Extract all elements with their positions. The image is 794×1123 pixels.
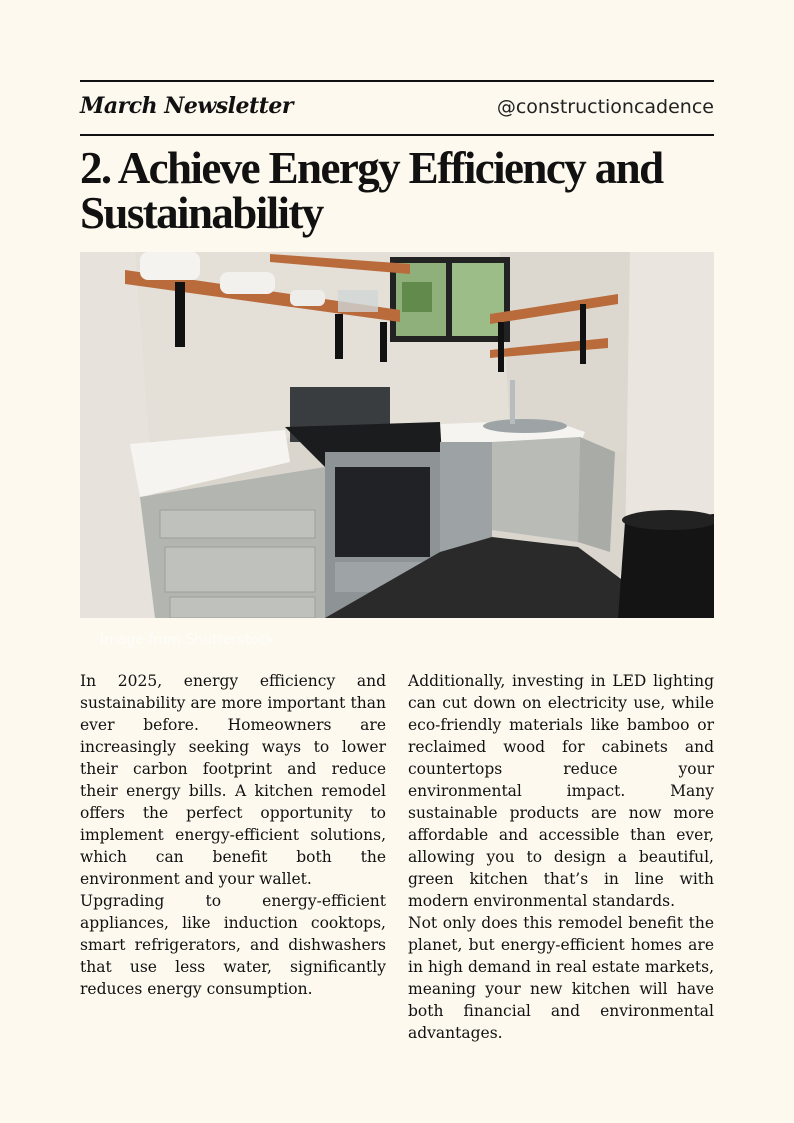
photo-credit: Image from Shutterstock <box>100 632 275 648</box>
article-column-right <box>408 670 714 1044</box>
kitchen-photo-illustration <box>80 252 714 618</box>
kitchen-photo <box>80 252 714 618</box>
social-handle: @constructioncadence <box>496 96 714 118</box>
article-paragraph: Not only does this remodel benefit the planet, but energy-efficient homes are in high demand in real estate markets, meaning your new kitchen will have both financial and environmental advantages. <box>408 914 714 1042</box>
masthead-bottom-rule <box>80 134 714 136</box>
article-paragraph: In 2025, energy efficiency and sustainability are more important than ever before. Homeowners are increasingly seeking ways to lower their carbon footprint and reduce their energy bills. A kitchen remodel offers the perfect opportunity to implement energy-efficient solutions, which can benefit both the environment and your wallet. <box>80 672 386 888</box>
newsletter-title: March Newsletter <box>80 93 293 119</box>
article-headline: 2. Achieve Energy Efficiency and Sustainability <box>80 143 663 238</box>
article-column-left <box>80 670 386 1000</box>
article-paragraph: Upgrading to energy-efficient appliances, like induction cooktops, smart refrigerators, and dishwashers that use less water, significantly reduces energy consumption. <box>80 892 386 998</box>
article-paragraph: Additionally, investing in LED lighting can cut down on electricity use, while eco-friendly materials like bamboo or reclaimed wood for cabinets and countertops reduce your environmental impact. Many sustainable products are now more affordable and accessible than ever, allowing you to design a beautiful, green kitchen that’s in line with modern environmental standards. <box>408 672 714 910</box>
top-rule <box>80 80 714 82</box>
